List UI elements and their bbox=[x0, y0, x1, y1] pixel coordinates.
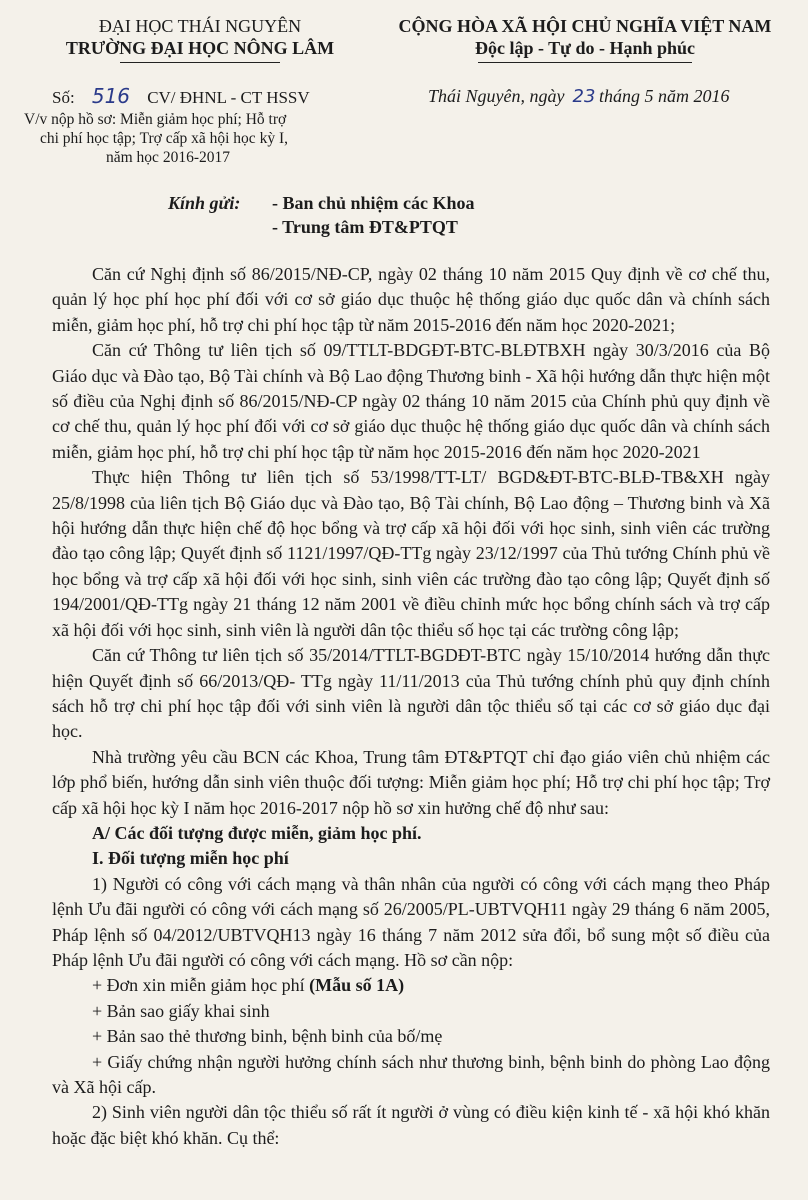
national-motto: Độc lập - Tự do - Hạnh phúc bbox=[474, 38, 696, 58]
subject-line-1: V/v nộp hồ sơ: Miễn giảm học phí; Hỗ trợ bbox=[24, 111, 287, 128]
required-doc-2: + Bản sao giấy khai sinh bbox=[92, 1000, 270, 1021]
doc-number-line bbox=[52, 84, 310, 108]
required-doc-1-text: + Đơn xin miễn giảm học phí bbox=[92, 975, 305, 996]
paragraph-legal-basis-4: Căn cứ Thông tư liên tịch số 35/2014/TTLT-BGDĐT-BTC ngày 15/10/2014 hướng dẫn thực hiện Quyết định số 66/2013/QĐ- TTg ngày 11/11/2013 của Thủ tướng chính phủ quy định chính sách hỗ trợ chi phí học tập đối với sinh viên là người dân tộc thiểu số tại các cơ sở giáo dục đại học. bbox=[52, 645, 770, 742]
paragraph-item-1: 1) Người có công với cách mạng và thân nhân của người có công với cách mạng theo Pháp lệnh Ưu đãi người có công với cách mạng số 26/2005/PL-UBTVQH11 ngày 29 tháng 6 năm 2005, Pháp lệnh số 04/2012/UBTVQH13 ngày 16 tháng 7 năm 2012 sửa đổi, bổ sung một số điều của Pháp lệnh Ưu đãi người có công với cách mạng. Hồ sơ cần nộp: bbox=[52, 873, 770, 970]
recipient-1: - Ban chủ nhiệm các Khoa bbox=[272, 193, 475, 213]
university-name: ĐẠI HỌC THÁI NGUYÊN bbox=[98, 16, 302, 36]
country-name: CỘNG HÒA XÃ HỘI CHỦ NGHĨA VIỆT NAM bbox=[398, 16, 772, 36]
subject-line-3: năm học 2016-2017 bbox=[106, 149, 230, 166]
header-left-underline bbox=[120, 62, 280, 63]
paragraph-legal-basis-1: Căn cứ Nghị định số 86/2015/NĐ-CP, ngày 02 tháng 10 năm 2015 Quy định về cơ chế thu, quản lý học phí học phí đối với cơ sở giáo dục thuộc hệ thống giáo dục quốc dân và chính sách miễn, giảm học phí, hỗ trợ chi phí học tập từ năm 2015-2016 đến năm học 2020-2021; bbox=[52, 264, 770, 335]
required-doc-3: + Bản sao thẻ thương binh, bệnh binh của bố/mẹ bbox=[92, 1026, 443, 1047]
place-date-prefix: Thái Nguyên, ngày bbox=[428, 86, 565, 106]
recipient-2: - Trung tâm ĐT&PTQT bbox=[272, 217, 458, 237]
paragraph-legal-basis-2: Căn cứ Thông tư liên tịch số 09/TTLT-BDGĐT-BTC-BLĐTBXH ngày 30/3/2016 của Bộ Giáo dục và Đào tạo, Bộ Tài chính và Bộ Lao động Thương binh - Xã hội hướng dẫn thực hiện một số điều của Nghị định số 86/2015/NĐ-CP ngày 02 tháng 10 năm 2015 của Chính phủ quy định về cơ chế thu, quản lý học phí đối với cơ sở giáo dục thuộc hệ thống giáo dục quốc dân và chính sách miễn, giảm học phí, hỗ trợ chi phí học tập từ năm học 2015-2016 đến năm học 2020-2021 bbox=[52, 340, 770, 462]
doc-number-handwritten: 516 bbox=[91, 84, 131, 108]
required-doc-1 bbox=[52, 973, 770, 998]
document-body bbox=[52, 262, 770, 1151]
place-date-suffix: tháng 5 năm 2016 bbox=[599, 86, 730, 106]
school-name: TRƯỜNG ĐẠI HỌC NÔNG LÂM bbox=[65, 38, 335, 58]
paragraph-request: Nhà trường yêu cầu BCN các Khoa, Trung tâm ĐT&PTQT chỉ đạo giáo viên chủ nhiệm các lớp phổ biến, hướng dẫn sinh viên thuộc đối tượng: Miễn giảm học phí; Hỗ trợ chi phí học tập; Trợ cấp xã hội học kỳ I năm học 2016-2017 nộp hồ sơ xin hưởng chế độ như sau: bbox=[52, 746, 770, 818]
place-date bbox=[428, 86, 730, 107]
doc-number-prefix: Số: bbox=[52, 88, 75, 107]
required-doc-1-form: (Mẫu số 1A) bbox=[309, 975, 405, 996]
paragraph-legal-basis-3: Thực hiện Thông tư liên tịch số 53/1998/TT-LT/ BGD&ĐT-BTC-BLĐ-TB&XH ngày 25/8/1998 của liên tịch Bộ Giáo dục và Đào tạo, Bộ Tài chính, Bộ Lao động – Thương binh và Xã hội hướng dẫn thực hiện chế độ học bổng và trợ cấp xã hội đối với học sinh, sinh viên các trường đào tạo công lập; Quyết định số 1121/1997/QĐ-TTg ngày 23/12/1997 của Thủ tướng Chính phủ về học bổng và trợ cấp xã hội đối với học sinh, sinh viên các trường đào tạo công lập; Quyết định số 194/2001/QĐ-TTg ngày 21 tháng 12 năm 2001 về điều chỉnh mức học bổng chính sách và trợ cấp xã hội đối với học sinh, sinh viên là người dân tộc thiểu số học tại các trường công lập; bbox=[52, 467, 770, 640]
section-i-heading: I. Đối tượng miễn học phí bbox=[92, 848, 289, 869]
required-doc-4: + Giấy chứng nhận người hưởng chính sách như thương binh, bệnh binh do phòng Lao động và Xã hội cấp. bbox=[52, 1051, 770, 1097]
header-right-underline bbox=[478, 62, 692, 63]
doc-number-code: CV/ ĐHNL - CT HSSV bbox=[147, 88, 310, 107]
section-a-heading: A/ Các đối tượng được miễn, giảm học phí. bbox=[92, 822, 422, 843]
recipients-label: Kính gửi: bbox=[168, 193, 241, 213]
paragraph-item-2: 2) Sinh viên người dân tộc thiểu số rất ít người ở vùng có điều kiện kinh tế - xã hội khó khăn hoặc đặc biệt khó khăn. Cụ thể: bbox=[52, 1102, 770, 1148]
day-handwritten: 23 bbox=[572, 86, 596, 107]
subject-line-2: chi phí học tập; Trợ cấp xã hội học kỳ I, bbox=[40, 130, 288, 147]
